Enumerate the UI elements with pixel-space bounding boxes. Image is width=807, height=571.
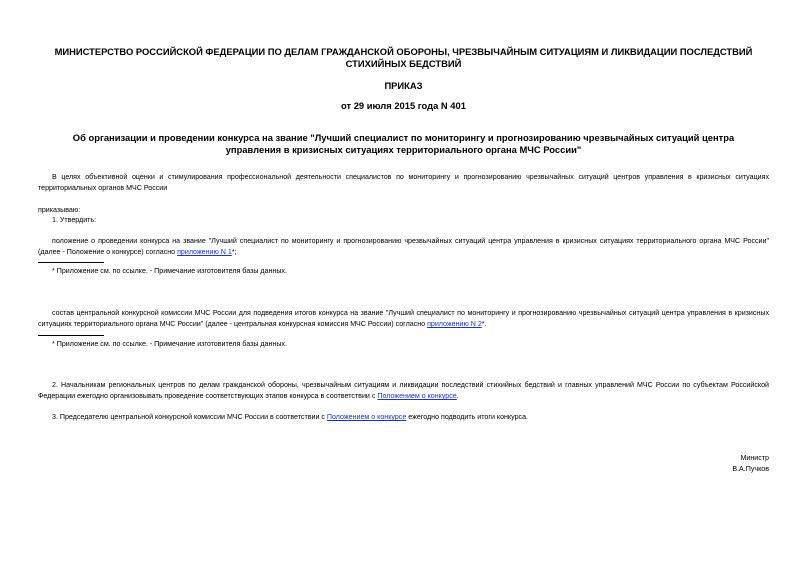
paragraph-commission-tail: *. <box>481 320 487 328</box>
appendix-2-link[interactable]: приложению N 2 <box>427 320 482 328</box>
signature-name: В.А.Пучков <box>732 465 769 473</box>
paragraph-commission-text: состав центральной конкурсной комиссии МЧС России для подведения итогов конкурса на звание "Лучший специалист по мониторингу и прогнозированию чрезвычайных ситуаций центра управления в кризисных ситуациях территориального органа МЧС России" (далее - центральная конкурсная комиссия МЧС России) согласно <box>38 309 769 328</box>
item-2-text: 2. Начальникам региональных центров по делам гражданской обороны, чрезвычайным ситуациям и ликвидации последствий стихийных бедствий и главных управлений МЧС России по субъектам Российской Федерации ежегодно организовывать проведение соответствующих этапов конкурса в соответствии с <box>38 381 769 400</box>
regulation-link-2[interactable]: Положением о конкурсе <box>326 413 407 421</box>
signature-position: Министр <box>740 454 769 462</box>
paragraph-commission <box>38 308 769 330</box>
footnote-divider-2 <box>38 335 104 336</box>
footnote-2: * Приложение см. по ссылке. - Примечание изготовителя базы данных. <box>52 340 287 348</box>
paragraph-regulation <box>38 236 769 258</box>
footnote-1: * Приложение см. по ссылке. - Примечание изготовителя базы данных. <box>52 267 287 275</box>
item-2 <box>38 380 769 402</box>
paragraph-regulation-text: положение о проведении конкурса на звание "Лучший специалист по мониторингу и прогнозированию чрезвычайных ситуаций центра управления в кризисных ситуациях территориального органа МЧС России" (далее - Положение о конкурсе) согласно <box>38 237 769 256</box>
item-3 <box>38 412 769 423</box>
preamble-paragraph: В целях объективной оценки и стимулирования профессиональной деятельности специалистов по мониторингу и прогнозированию чрезвычайных ситуаций центров управления в кризисных ситуациях территориальных органов МЧС России <box>38 173 769 192</box>
document-title: Об организации и проведении конкурса на звание "Лучший специалист по мониторингу и прогнозированию чрезвычайных ситуаций центра управления в кризисных ситуациях территориального органа МЧС России" <box>72 132 735 155</box>
document-type: ПРИКАЗ <box>384 80 423 91</box>
order-word: приказываю: <box>38 206 81 214</box>
item-3-text: 3. Председателю центральной конкурсной комиссии МЧС России в соответствии с <box>52 413 327 421</box>
document-date-number: от 29 июля 2015 года N 401 <box>341 100 466 111</box>
appendix-1-link[interactable]: приложению N 1 <box>177 248 232 256</box>
item-2-tail: . <box>456 392 459 400</box>
paragraph-regulation-tail: *; <box>231 248 237 256</box>
regulation-link-1[interactable]: Положением о конкурсе <box>377 392 457 400</box>
item-1: 1. Утвердить: <box>52 216 97 224</box>
item-3-tail: ежегодно подводить итоги конкурса. <box>406 413 528 421</box>
footnote-divider-1 <box>38 262 104 263</box>
ministry-header: МИНИСТЕРСТВО РОССИЙСКОЙ ФЕДЕРАЦИИ ПО ДЕЛАМ ГРАЖДАНСКОЙ ОБОРОНЫ, ЧРЕЗВЫЧАЙНЫМ СИТУАЦИЯМ И ЛИКВИДАЦИИ ПОСЛЕДСТВИЙ СТИХИЙНЫХ БЕДСТВИЙ <box>54 46 753 69</box>
